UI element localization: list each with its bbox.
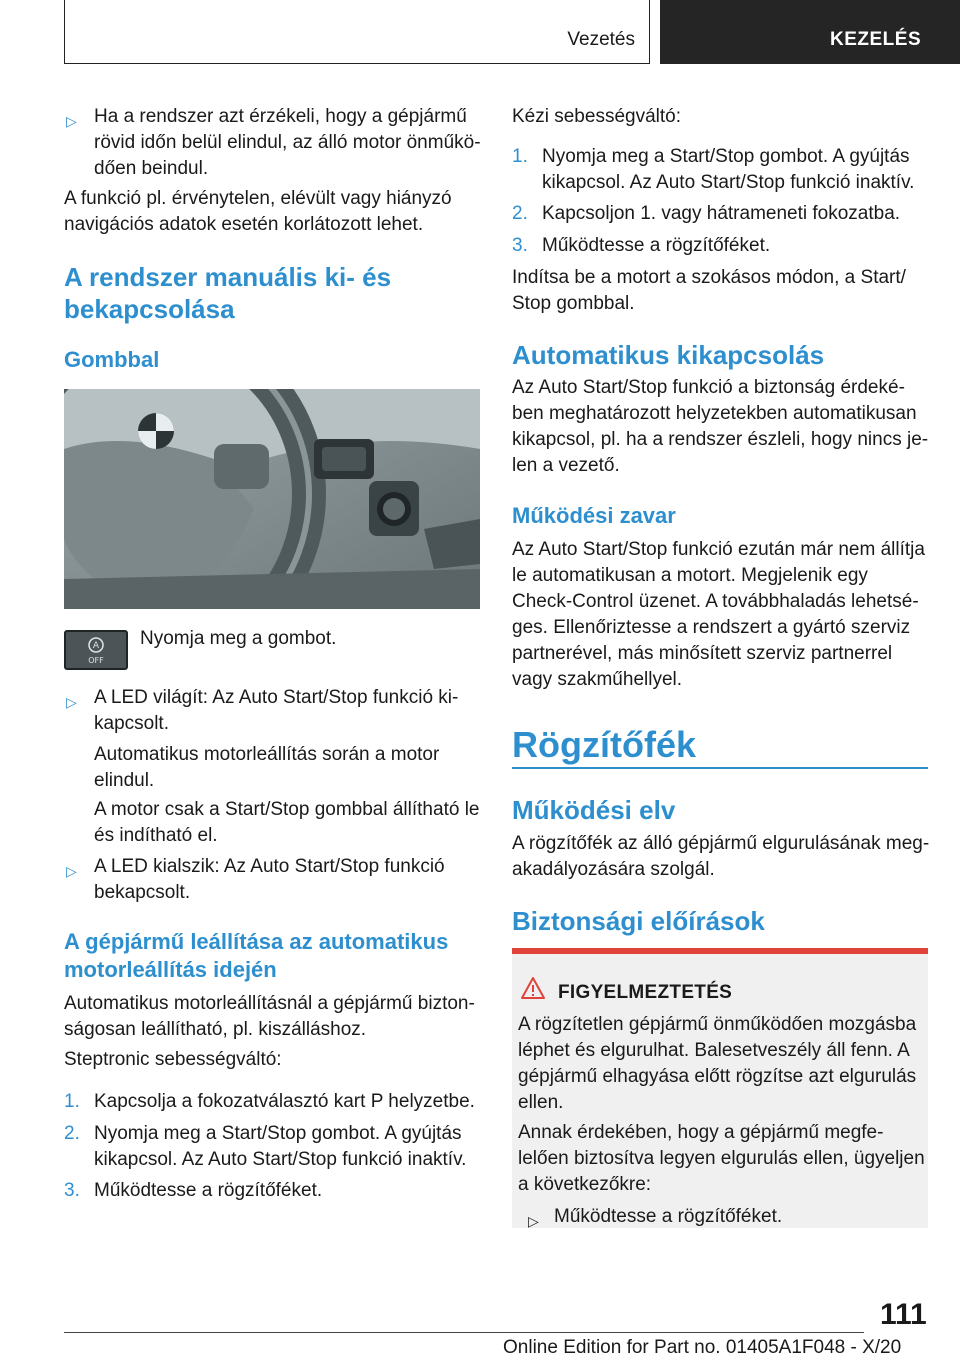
manual-gearbox-label: Kézi sebességváltó: [512, 106, 681, 127]
text-line: Nyomja meg a Start/Stop gombot. A gyújtás [94, 1123, 462, 1144]
header-chapter-tab [660, 0, 960, 64]
page-number: 111 [880, 1298, 927, 1331]
text-line: lelően biztosítva legyen elgurulás ellen, ügyeljen [518, 1148, 925, 1169]
text-line: A motor csak a Start/Stop gombbal állítható le [94, 799, 480, 820]
section-divider [512, 767, 928, 769]
header-chapter-label: KEZELÉS [830, 29, 922, 50]
text-line: Kapcsolja a fokozatválasztó kart P helyzetbe. [94, 1091, 475, 1112]
text-line: és indítható el. [94, 825, 218, 846]
text-line: ben meghatározott helyzetekben automatikusan [512, 403, 917, 424]
text-line: partnerével, más minősített szerviz partnerrel [512, 643, 893, 664]
warning-triangle-icon [520, 976, 546, 1000]
step-number: 3. [512, 235, 528, 256]
warning-box [512, 948, 928, 1228]
text-line: len a vezető. [512, 455, 620, 476]
step-text [94, 1178, 484, 1204]
text-line: le automatikusan a motort. Megjelenik egy [512, 565, 868, 586]
step-text [94, 1089, 484, 1115]
text-line: kapcsolt. [94, 713, 169, 734]
step-text [542, 233, 932, 259]
text-line: elindul. [94, 770, 155, 791]
text-line: Az Auto Start/Stop funkció a biztonság érdeké- [512, 377, 905, 398]
step-text [94, 1121, 484, 1173]
press-button-text: Nyomja meg a gombot. [140, 628, 337, 649]
text-line: Nyomja meg a Start/Stop gombot. A gyújtás [542, 146, 910, 167]
text-line: Automatikus motorleállításnál a gépjármű bizton- [64, 993, 475, 1014]
text-line: kikapcsol. Az Auto Start/Stop funkció inaktív. [94, 1149, 467, 1170]
heading-park-during-stop [64, 928, 484, 984]
step-number: 3. [64, 1180, 80, 1201]
heading-line: bekapcsolása [64, 294, 235, 324]
led-on-sub1-text [94, 742, 484, 794]
principle-paragraph [512, 831, 932, 883]
heading-malfunction: Működési zavar [512, 503, 676, 528]
text-line: Indítsa be a motort a szokásos módon, a Start/ [512, 267, 906, 288]
step-text [542, 144, 932, 196]
steptronic-label: Steptronic sebességváltó: [64, 1049, 282, 1070]
text-line: Annak érdekében, hogy a gépjármű megfe- [518, 1122, 884, 1143]
start-stop-symbol-icon [66, 632, 126, 668]
heading-with-button: Gombbal [64, 347, 160, 372]
park-paragraph [64, 991, 484, 1043]
step-number: 1. [64, 1091, 80, 1112]
text-line: rövid időn belül elindul, az álló motor önműkö- [94, 132, 481, 153]
text-line: akadályozására szolgál. [512, 859, 715, 880]
bullet-triangle-icon: ▷ [528, 1213, 539, 1229]
text-line: dően beindul. [94, 158, 209, 179]
text-line: navigációs adatok esetén korlátozott lehet. [64, 214, 424, 235]
step-number: 2. [512, 203, 528, 224]
step-text [542, 201, 932, 227]
step-number: 2. [64, 1123, 80, 1144]
text-line: vagy szakműhellyel. [512, 669, 683, 690]
footer-edition: Online Edition for Part no. 01405A1F048 - X/20 [503, 1337, 902, 1358]
start-engine-paragraph [512, 265, 932, 317]
warning-title: FIGYELMEZTETÉS [558, 982, 733, 1003]
auto-off-paragraph [512, 375, 932, 479]
text-line: Működtesse a rögzítőféket. [542, 235, 771, 256]
malfunction-paragraph [512, 537, 932, 693]
function-limit-paragraph [64, 186, 484, 238]
bullet-restart-text [94, 104, 484, 182]
bullet-triangle-icon: ▷ [66, 113, 77, 129]
text-line: A rögzítetlen gépjármű önműködően mozgásba [518, 1014, 917, 1035]
led-off-text [94, 854, 484, 906]
text-line: ellen. [518, 1092, 564, 1113]
led-on-text [94, 685, 484, 737]
step-number: 1. [512, 146, 528, 167]
text-line: A rögzítőfék az álló gépjármű elgurulásának meg- [512, 833, 930, 854]
footer-divider [64, 1332, 864, 1333]
text-line: bekapcsolt. [94, 882, 191, 903]
heading-manual-toggle [64, 261, 484, 325]
text-line: gépjármű elhagyása előtt rögzítse azt elgurulás [518, 1066, 917, 1087]
heading-line: motorleállítás idején [64, 957, 277, 982]
text-line: A LED világít: Az Auto Start/Stop funkció ki- [94, 687, 459, 708]
svg-text:A: A [92, 641, 100, 651]
text-line: Működtesse a rögzítőféket. [94, 1180, 323, 1201]
text-line: Stop gombbal. [512, 293, 635, 314]
heading-parking-brake: Rögzítőfék [512, 724, 696, 765]
warning-bullet: Működtesse a rögzítőféket. [554, 1206, 783, 1227]
heading-line: A rendszer manuális ki- és [64, 262, 392, 292]
led-on-sub2-text [94, 797, 484, 849]
text-line: A funkció pl. érvénytelen, elévült vagy hiányzó [64, 188, 452, 209]
text-line: Ha a rendszer azt érzékeli, hogy a gépjármű [94, 106, 467, 127]
steering-wheel-image [64, 389, 480, 609]
heading-auto-off: Automatikus kikapcsolás [512, 340, 825, 370]
heading-line: A gépjármű leállítása az automatikus [64, 929, 449, 954]
text-line: ges. Ellenőriztesse a rendszert a gyártó szerviz [512, 617, 911, 638]
heading-safety: Biztonsági előírások [512, 906, 765, 936]
text-line: Az Auto Start/Stop funkció ezután már nem állítja [512, 539, 925, 560]
warning-paragraph-2 [518, 1120, 928, 1198]
bullet-triangle-icon: ▷ [66, 863, 77, 879]
heading-operating-principle: Működési elv [512, 795, 676, 825]
warning-paragraph-1 [518, 1012, 928, 1116]
auto-start-stop-off-icon [64, 630, 128, 670]
text-line: kikapcsol, pl. ha a rendszer észleli, hogy nincs je- [512, 429, 929, 450]
svg-text:OFF: OFF [88, 656, 104, 665]
text-line: kikapcsol. Az Auto Start/Stop funkció inaktív. [542, 172, 915, 193]
header-section-label: Vezetés [567, 29, 635, 50]
bullet-triangle-icon: ▷ [66, 694, 77, 710]
text-line: Automatikus motorleállítás során a motor [94, 744, 440, 765]
header-section-tab [64, 0, 650, 64]
text-line: a következőkre: [518, 1174, 652, 1195]
text-line: léphet és elgurulhat. Balesetveszély áll fenn. A [518, 1040, 910, 1061]
text-line: Check-Control üzenet. A továbbhaladás lehetsé- [512, 591, 919, 612]
text-line: ságosan leállítható, pl. kiszálláshoz. [64, 1019, 367, 1040]
text-line: Kapcsoljon 1. vagy hátrameneti fokozatba. [542, 203, 901, 224]
steering-wheel-illustration [64, 389, 480, 609]
text-line: A LED kialszik: Az Auto Start/Stop funkció [94, 856, 445, 877]
